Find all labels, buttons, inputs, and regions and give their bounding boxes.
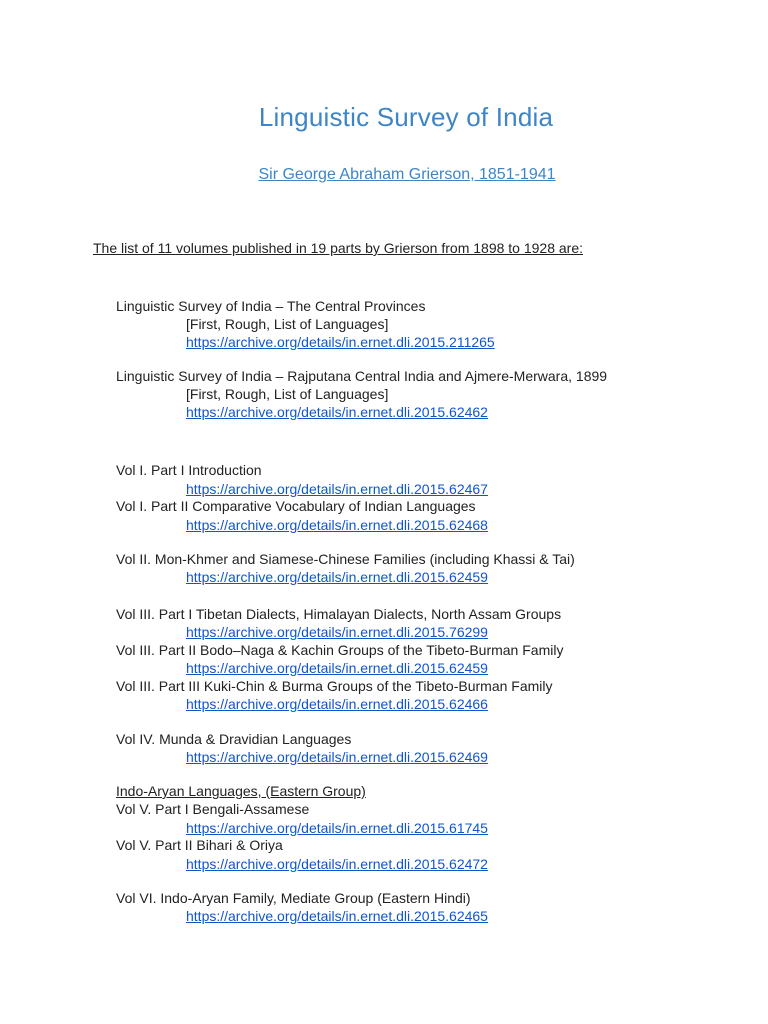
entry-vol4-title: Vol IV. Munda & Dravidian Languages bbox=[116, 731, 352, 747]
entry-vol4-link[interactable]: https://archive.org/details/in.ernet.dli.2015.62469 bbox=[186, 749, 488, 765]
entry-vol1-part1-title: Vol I. Part I Introduction bbox=[116, 462, 262, 478]
indo-aryan-heading: Indo-Aryan Languages, (Eastern Group) bbox=[116, 783, 366, 799]
entry-central-provinces-link[interactable]: https://archive.org/details/in.ernet.dli.2015.211265 bbox=[186, 334, 495, 350]
entry-rajputana-title: Linguistic Survey of India – Rajputana Central India and Ajmere-Merwara, 1899 bbox=[116, 368, 608, 384]
entry-vol5-part2-title: Vol V. Part II Bihari & Oriya bbox=[116, 837, 283, 853]
entry-vol1-part1-link[interactable]: https://archive.org/details/in.ernet.dli.2015.62467 bbox=[186, 481, 488, 497]
entry-vol3-part1-link[interactable]: https://archive.org/details/in.ernet.dli.2015.76299 bbox=[186, 624, 488, 640]
entry-rajputana-note: [First, Rough, List of Languages] bbox=[186, 386, 389, 402]
entry-vol6-title: Vol VI. Indo-Aryan Family, Mediate Group (Eastern Hindi) bbox=[116, 890, 471, 906]
entry-vol2-link[interactable]: https://archive.org/details/in.ernet.dli.2015.62459 bbox=[186, 569, 488, 585]
entry-vol3-part2-title: Vol III. Part II Bodo–Naga & Kachin Groups of the Tibeto-Burman Family bbox=[116, 642, 564, 658]
entry-vol2-title: Vol II. Mon-Khmer and Siamese-Chinese Families (including Khassi & Tai) bbox=[116, 551, 575, 567]
entry-vol5-part1-link[interactable]: https://archive.org/details/in.ernet.dli.2015.61745 bbox=[186, 820, 488, 836]
intro-text: The list of 11 volumes published in 19 parts by Grierson from 1898 to 1928 are: bbox=[93, 240, 584, 256]
entry-vol3-part3-link[interactable]: https://archive.org/details/in.ernet.dli.2015.62466 bbox=[186, 696, 488, 712]
page-title: Linguistic Survey of India bbox=[258, 102, 554, 132]
entry-vol3-part1-title: Vol III. Part I Tibetan Dialects, Himalayan Dialects, North Assam Groups bbox=[116, 606, 562, 622]
entry-vol6-link[interactable]: https://archive.org/details/in.ernet.dli.2015.62465 bbox=[186, 908, 488, 924]
entry-vol5-part2-link[interactable]: https://archive.org/details/in.ernet.dli.2015.62472 bbox=[186, 856, 488, 872]
entry-vol1-part2-title: Vol I. Part II Comparative Vocabulary of Indian Languages bbox=[116, 498, 476, 514]
author-link[interactable]: Sir George Abraham Grierson, 1851-1941 bbox=[258, 166, 556, 183]
entry-central-provinces-note: [First, Rough, List of Languages] bbox=[186, 316, 389, 332]
entry-vol5-part1-title: Vol V. Part I Bengali-Assamese bbox=[116, 801, 310, 817]
entry-central-provinces-title: Linguistic Survey of India – The Central Provinces bbox=[116, 298, 426, 314]
entry-vol1-part2-link[interactable]: https://archive.org/details/in.ernet.dli.2015.62468 bbox=[186, 517, 488, 533]
entry-vol3-part3-title: Vol III. Part III Kuki-Chin & Burma Groups of the Tibeto-Burman Family bbox=[116, 678, 553, 694]
entry-rajputana-link[interactable]: https://archive.org/details/in.ernet.dli.2015.62462 bbox=[186, 404, 488, 420]
entry-vol3-part2-link[interactable]: https://archive.org/details/in.ernet.dli.2015.62459 bbox=[186, 660, 488, 676]
